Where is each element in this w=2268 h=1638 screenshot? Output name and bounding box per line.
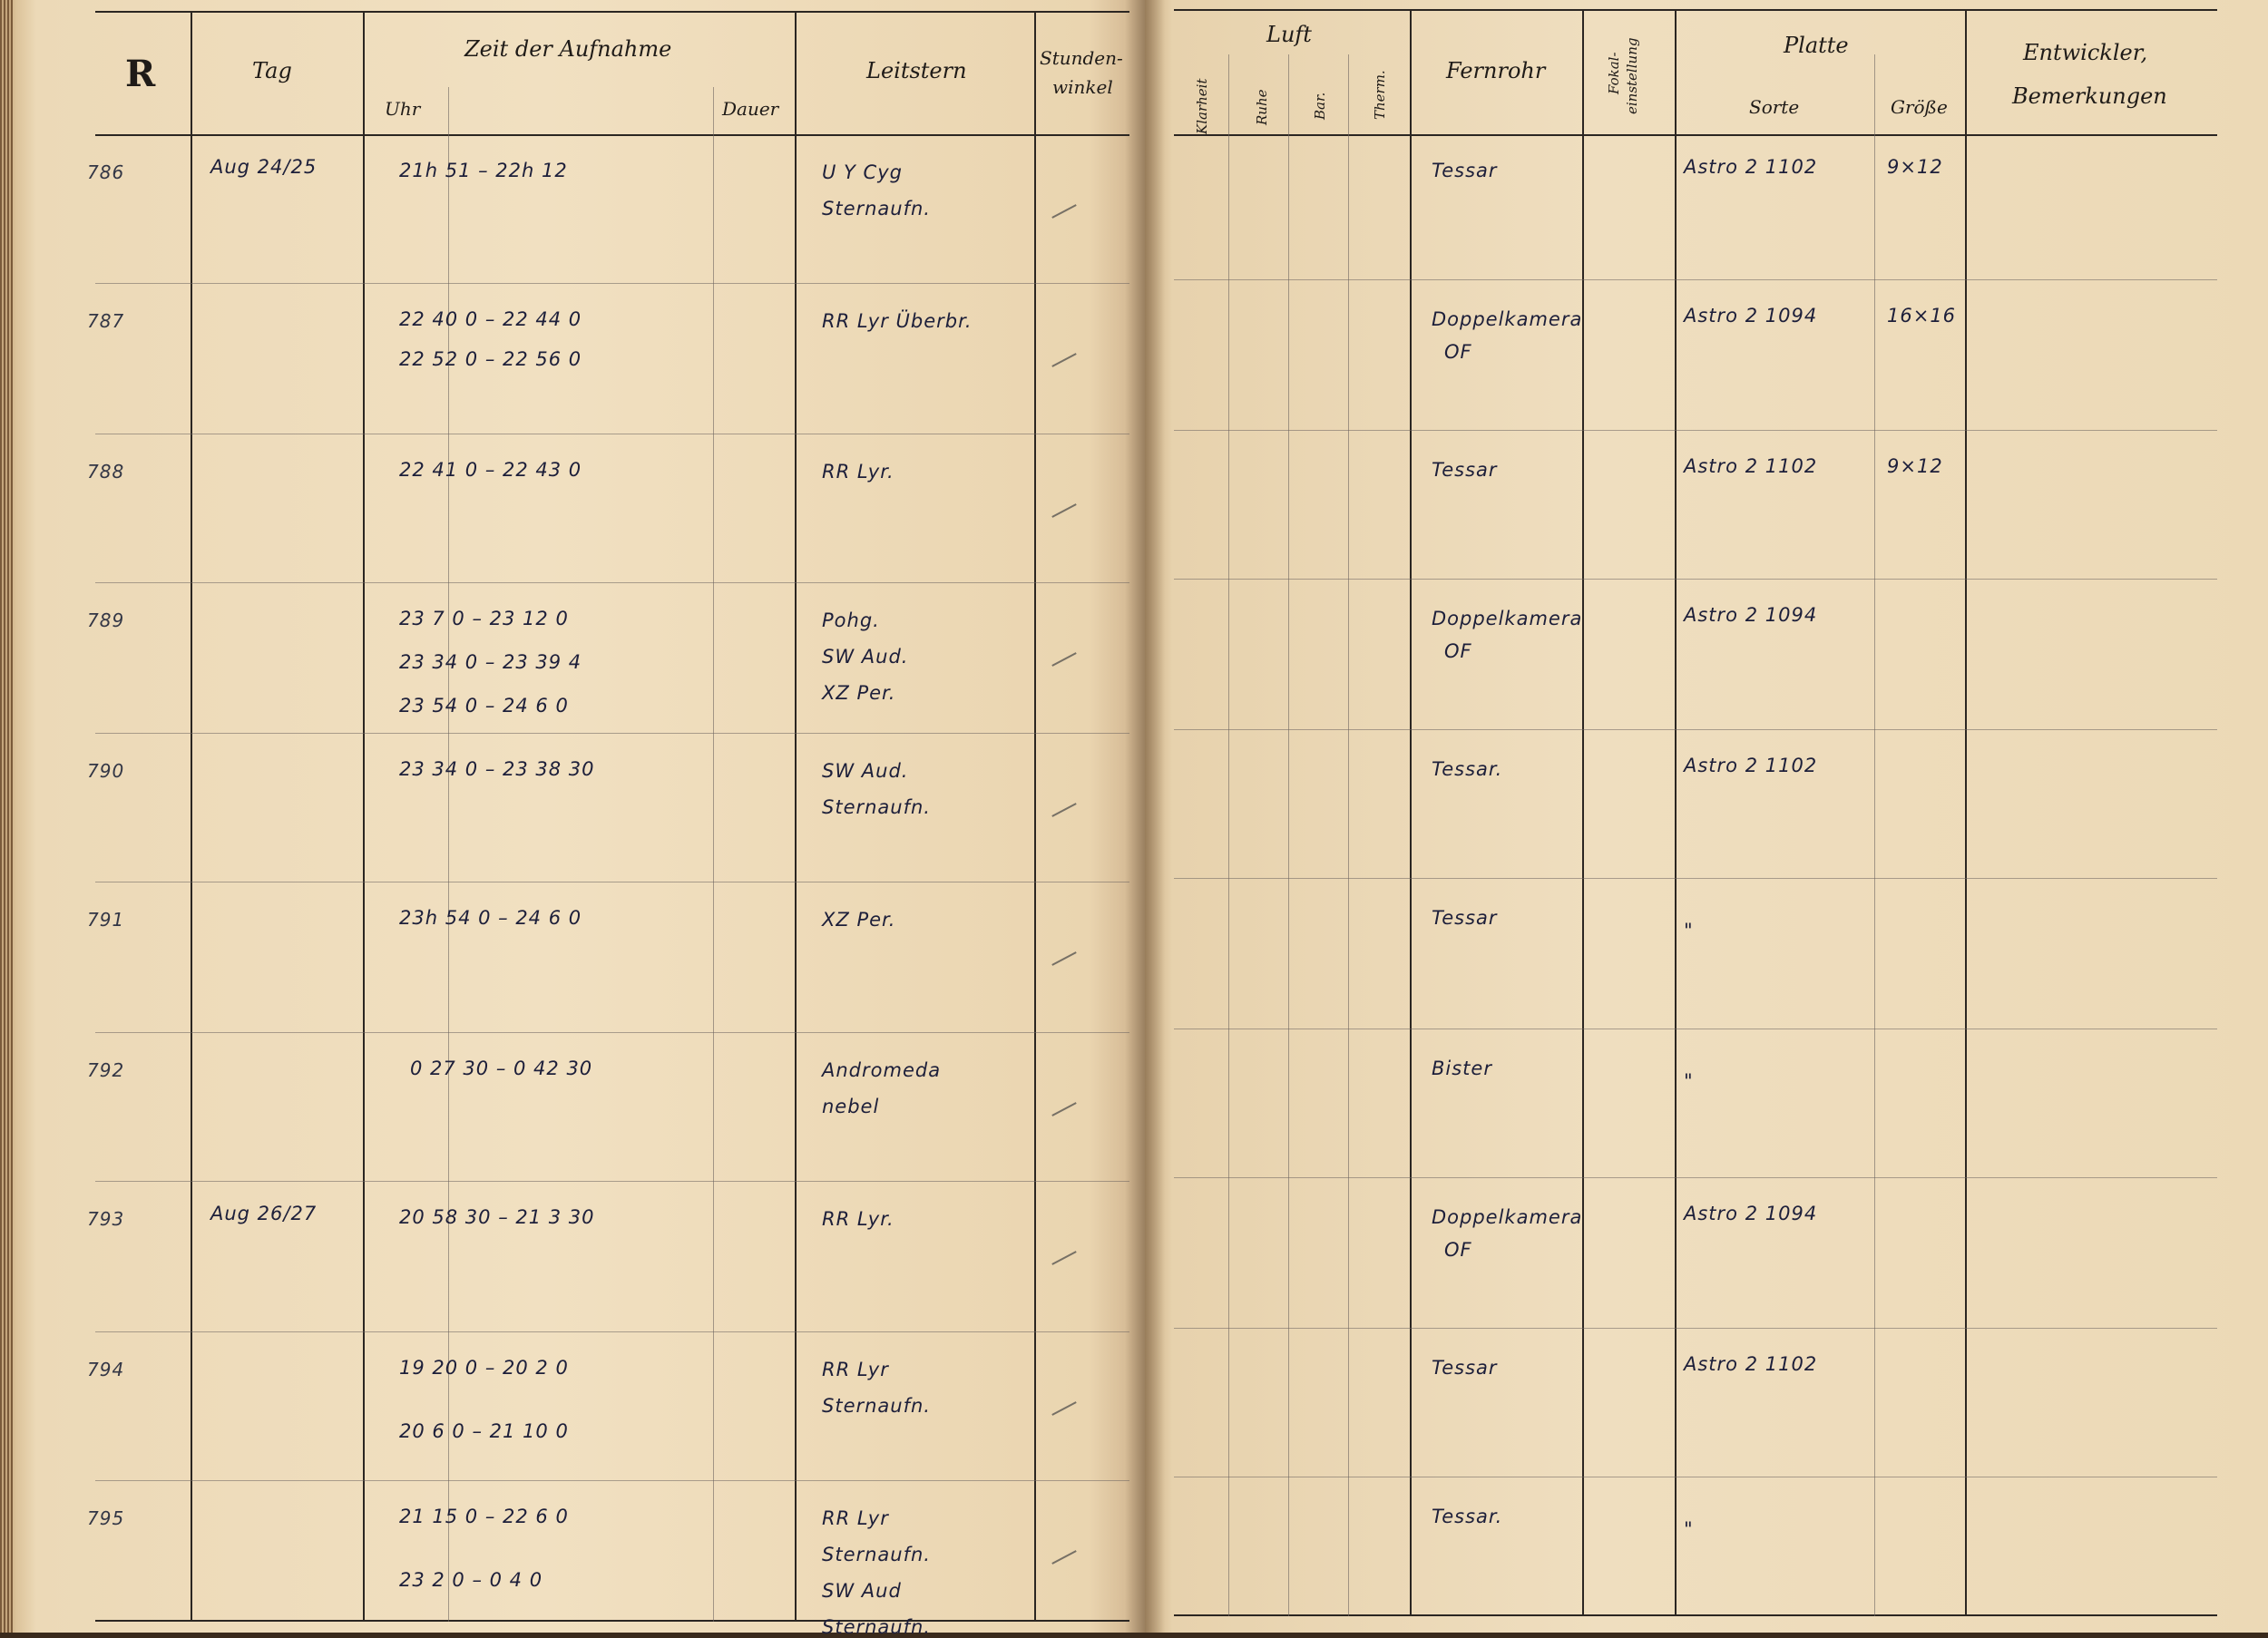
row-rule-right <box>1174 279 2217 280</box>
entry-time: 23h 54 0 – 24 6 0 <box>399 907 582 929</box>
header-luft: Luft <box>1266 22 1312 47</box>
header-bar: Bar. <box>1312 92 1328 120</box>
entry-telescope: OF <box>1444 341 1472 363</box>
entry-telescope: Tessar <box>1432 907 1498 929</box>
subcolumn-rule <box>1228 54 1229 1616</box>
entry-telescope: Tessar <box>1432 160 1498 181</box>
header-entwickler-1: Entwickler, <box>2023 40 2148 65</box>
top-rule-right <box>1174 9 2217 11</box>
entry-telescope: OF <box>1444 640 1472 662</box>
entry-date: Aug 24/25 <box>210 156 318 178</box>
header-leitstern: Leitstern <box>866 58 967 83</box>
entry-guide-star: Sternaufn. <box>822 1616 931 1638</box>
entry-time: 20 6 0 – 21 10 0 <box>399 1420 569 1442</box>
entry-telescope: Tessar. <box>1432 1506 1503 1527</box>
subcolumn-rule <box>1288 54 1289 1616</box>
header-rule-left <box>95 134 1129 136</box>
header-zeit: Zeit der Aufnahme <box>464 36 672 62</box>
entry-plate-type: " <box>1684 1070 1694 1092</box>
entry-time: 23 54 0 – 24 6 0 <box>399 695 569 717</box>
row-rule-left <box>95 283 1129 284</box>
entry-guide-star: Sternaufn. <box>822 1544 931 1565</box>
entry-plate-type: Astro 2 1102 <box>1684 1353 1818 1375</box>
entry-number: 794 <box>87 1359 125 1380</box>
entry-date: Aug 26/27 <box>210 1203 318 1224</box>
entry-plate-type: Astro 2 1102 <box>1684 156 1818 178</box>
entry-guide-star: Andromeda <box>822 1059 942 1081</box>
entry-guide-star: SW Aud. <box>822 760 909 782</box>
row-rule-left <box>95 1480 1129 1481</box>
entry-time: 20 58 30 – 21 3 30 <box>399 1206 595 1228</box>
column-rule <box>1675 9 1677 1616</box>
header-rule-right <box>1174 134 2217 136</box>
header-therm: Therm. <box>1372 70 1388 120</box>
entry-time: 21h 51 – 22h 12 <box>399 160 568 181</box>
entry-time: 19 20 0 – 20 2 0 <box>399 1357 569 1379</box>
header-sorte: Sorte <box>1749 96 1800 118</box>
entry-number: 786 <box>87 161 125 183</box>
entry-telescope: Bister <box>1432 1058 1492 1079</box>
entry-guide-star: RR Lyr Überbr. <box>822 310 973 332</box>
entry-telescope: Tessar <box>1432 459 1498 481</box>
entry-plate-size: 9×12 <box>1887 156 1943 178</box>
entry-guide-star: Sternaufn. <box>822 198 931 219</box>
entry-plate-type: " <box>1684 920 1694 941</box>
header-entwickler-2: Bemerkungen <box>2012 83 2167 109</box>
entry-time: 22 41 0 – 22 43 0 <box>399 459 582 481</box>
column-rule <box>1410 9 1412 1616</box>
column-rule <box>191 11 192 1622</box>
entry-time: 23 7 0 – 23 12 0 <box>399 608 569 629</box>
entry-number: 788 <box>87 461 125 483</box>
entry-guide-star: nebel <box>822 1096 880 1117</box>
row-rule-left <box>95 1181 1129 1182</box>
row-rule-left <box>95 1032 1129 1033</box>
header-uhr: Uhr <box>385 98 421 120</box>
entry-plate-size: 9×12 <box>1887 455 1943 477</box>
entry-telescope: Tessar. <box>1432 758 1503 780</box>
right-page <box>1145 0 2268 1633</box>
entry-time: 21 15 0 – 22 6 0 <box>399 1506 569 1527</box>
entry-plate-type: Astro 2 1094 <box>1684 604 1818 626</box>
subcolumn-rule <box>1348 54 1349 1616</box>
entry-time: 0 27 30 – 0 42 30 <box>410 1058 593 1079</box>
header-stundenwinkel-2: winkel <box>1052 76 1113 98</box>
row-rule-left <box>95 582 1129 583</box>
entry-plate-type: Astro 2 1094 <box>1684 305 1818 327</box>
column-rule <box>795 11 797 1622</box>
row-rule-left <box>95 1331 1129 1332</box>
page-edges <box>0 0 13 1633</box>
top-rule-left <box>95 11 1129 13</box>
entry-guide-star: Sternaufn. <box>822 796 931 818</box>
header-r: R <box>125 53 156 95</box>
entry-guide-star: RR Lyr <box>822 1507 889 1529</box>
entry-plate-size: 16×16 <box>1887 305 1957 327</box>
column-rule <box>1965 9 1967 1616</box>
header-fernrohr: Fernrohr <box>1446 58 1546 83</box>
entry-time: 23 34 0 – 23 39 4 <box>399 651 582 673</box>
entry-number: 790 <box>87 760 125 782</box>
entry-guide-star: XZ Per. <box>822 682 896 704</box>
entry-plate-type: " <box>1684 1518 1694 1540</box>
header-fokal-1: Fokal- <box>1606 52 1622 94</box>
header-ruhe: Ruhe <box>1254 89 1270 125</box>
entry-guide-star: SW Aud. <box>822 646 909 668</box>
row-rule-right <box>1174 579 2217 580</box>
row-rule-right <box>1174 1177 2217 1178</box>
row-rule-right <box>1174 729 2217 730</box>
entry-time: 22 52 0 – 22 56 0 <box>399 348 582 370</box>
header-platte: Platte <box>1784 33 1849 58</box>
row-rule-right <box>1174 1328 2217 1329</box>
entry-telescope: Doppelkamera <box>1432 1206 1583 1228</box>
entry-guide-star: RR Lyr. <box>822 461 894 483</box>
bottom-rule-left <box>95 1620 1129 1622</box>
column-rule <box>363 11 365 1622</box>
entry-plate-type: Astro 2 1094 <box>1684 1203 1818 1224</box>
entry-telescope: Doppelkamera <box>1432 308 1583 330</box>
entry-time: 23 34 0 – 23 38 30 <box>399 758 595 780</box>
bottom-rule-right <box>1174 1614 2217 1616</box>
row-rule-right <box>1174 430 2217 431</box>
entry-number: 793 <box>87 1208 125 1230</box>
entry-number: 787 <box>87 310 125 332</box>
subcolumn-rule <box>713 87 714 1622</box>
entry-time: 23 2 0 – 0 4 0 <box>399 1569 543 1591</box>
entry-plate-type: Astro 2 1102 <box>1684 755 1818 776</box>
header-fokal-2: einstellung <box>1624 37 1640 114</box>
entry-guide-star: RR Lyr <box>822 1359 889 1380</box>
entry-guide-star: U Y Cyg <box>822 161 903 183</box>
column-rule <box>1034 11 1036 1622</box>
header-stundenwinkel-1: Stunden- <box>1040 47 1123 69</box>
entry-guide-star: SW Aud <box>822 1580 902 1602</box>
entry-guide-star: Sternaufn. <box>822 1395 931 1417</box>
entry-telescope: OF <box>1444 1239 1472 1261</box>
entry-guide-star: Pohg. <box>822 609 880 631</box>
entry-number: 789 <box>87 609 125 631</box>
entry-plate-type: Astro 2 1102 <box>1684 455 1818 477</box>
entry-guide-star: XZ Per. <box>822 909 896 931</box>
book-gutter <box>1125 0 1165 1633</box>
header-tag: Tag <box>252 58 292 83</box>
entry-number: 792 <box>87 1059 125 1081</box>
entry-telescope: Doppelkamera <box>1432 608 1583 629</box>
header-dauer: Dauer <box>722 98 779 120</box>
entry-guide-star: RR Lyr. <box>822 1208 894 1230</box>
entry-number: 795 <box>87 1507 125 1529</box>
entry-number: 791 <box>87 909 125 931</box>
row-rule-right <box>1174 878 2217 879</box>
header-groesse: Größe <box>1891 96 1948 118</box>
header-klarheit: Klarheit <box>1194 78 1210 134</box>
entry-telescope: Tessar <box>1432 1357 1498 1379</box>
entry-time: 22 40 0 – 22 44 0 <box>399 308 582 330</box>
subcolumn-rule <box>1874 54 1875 1616</box>
column-rule <box>1582 9 1584 1616</box>
row-rule-left <box>95 733 1129 734</box>
